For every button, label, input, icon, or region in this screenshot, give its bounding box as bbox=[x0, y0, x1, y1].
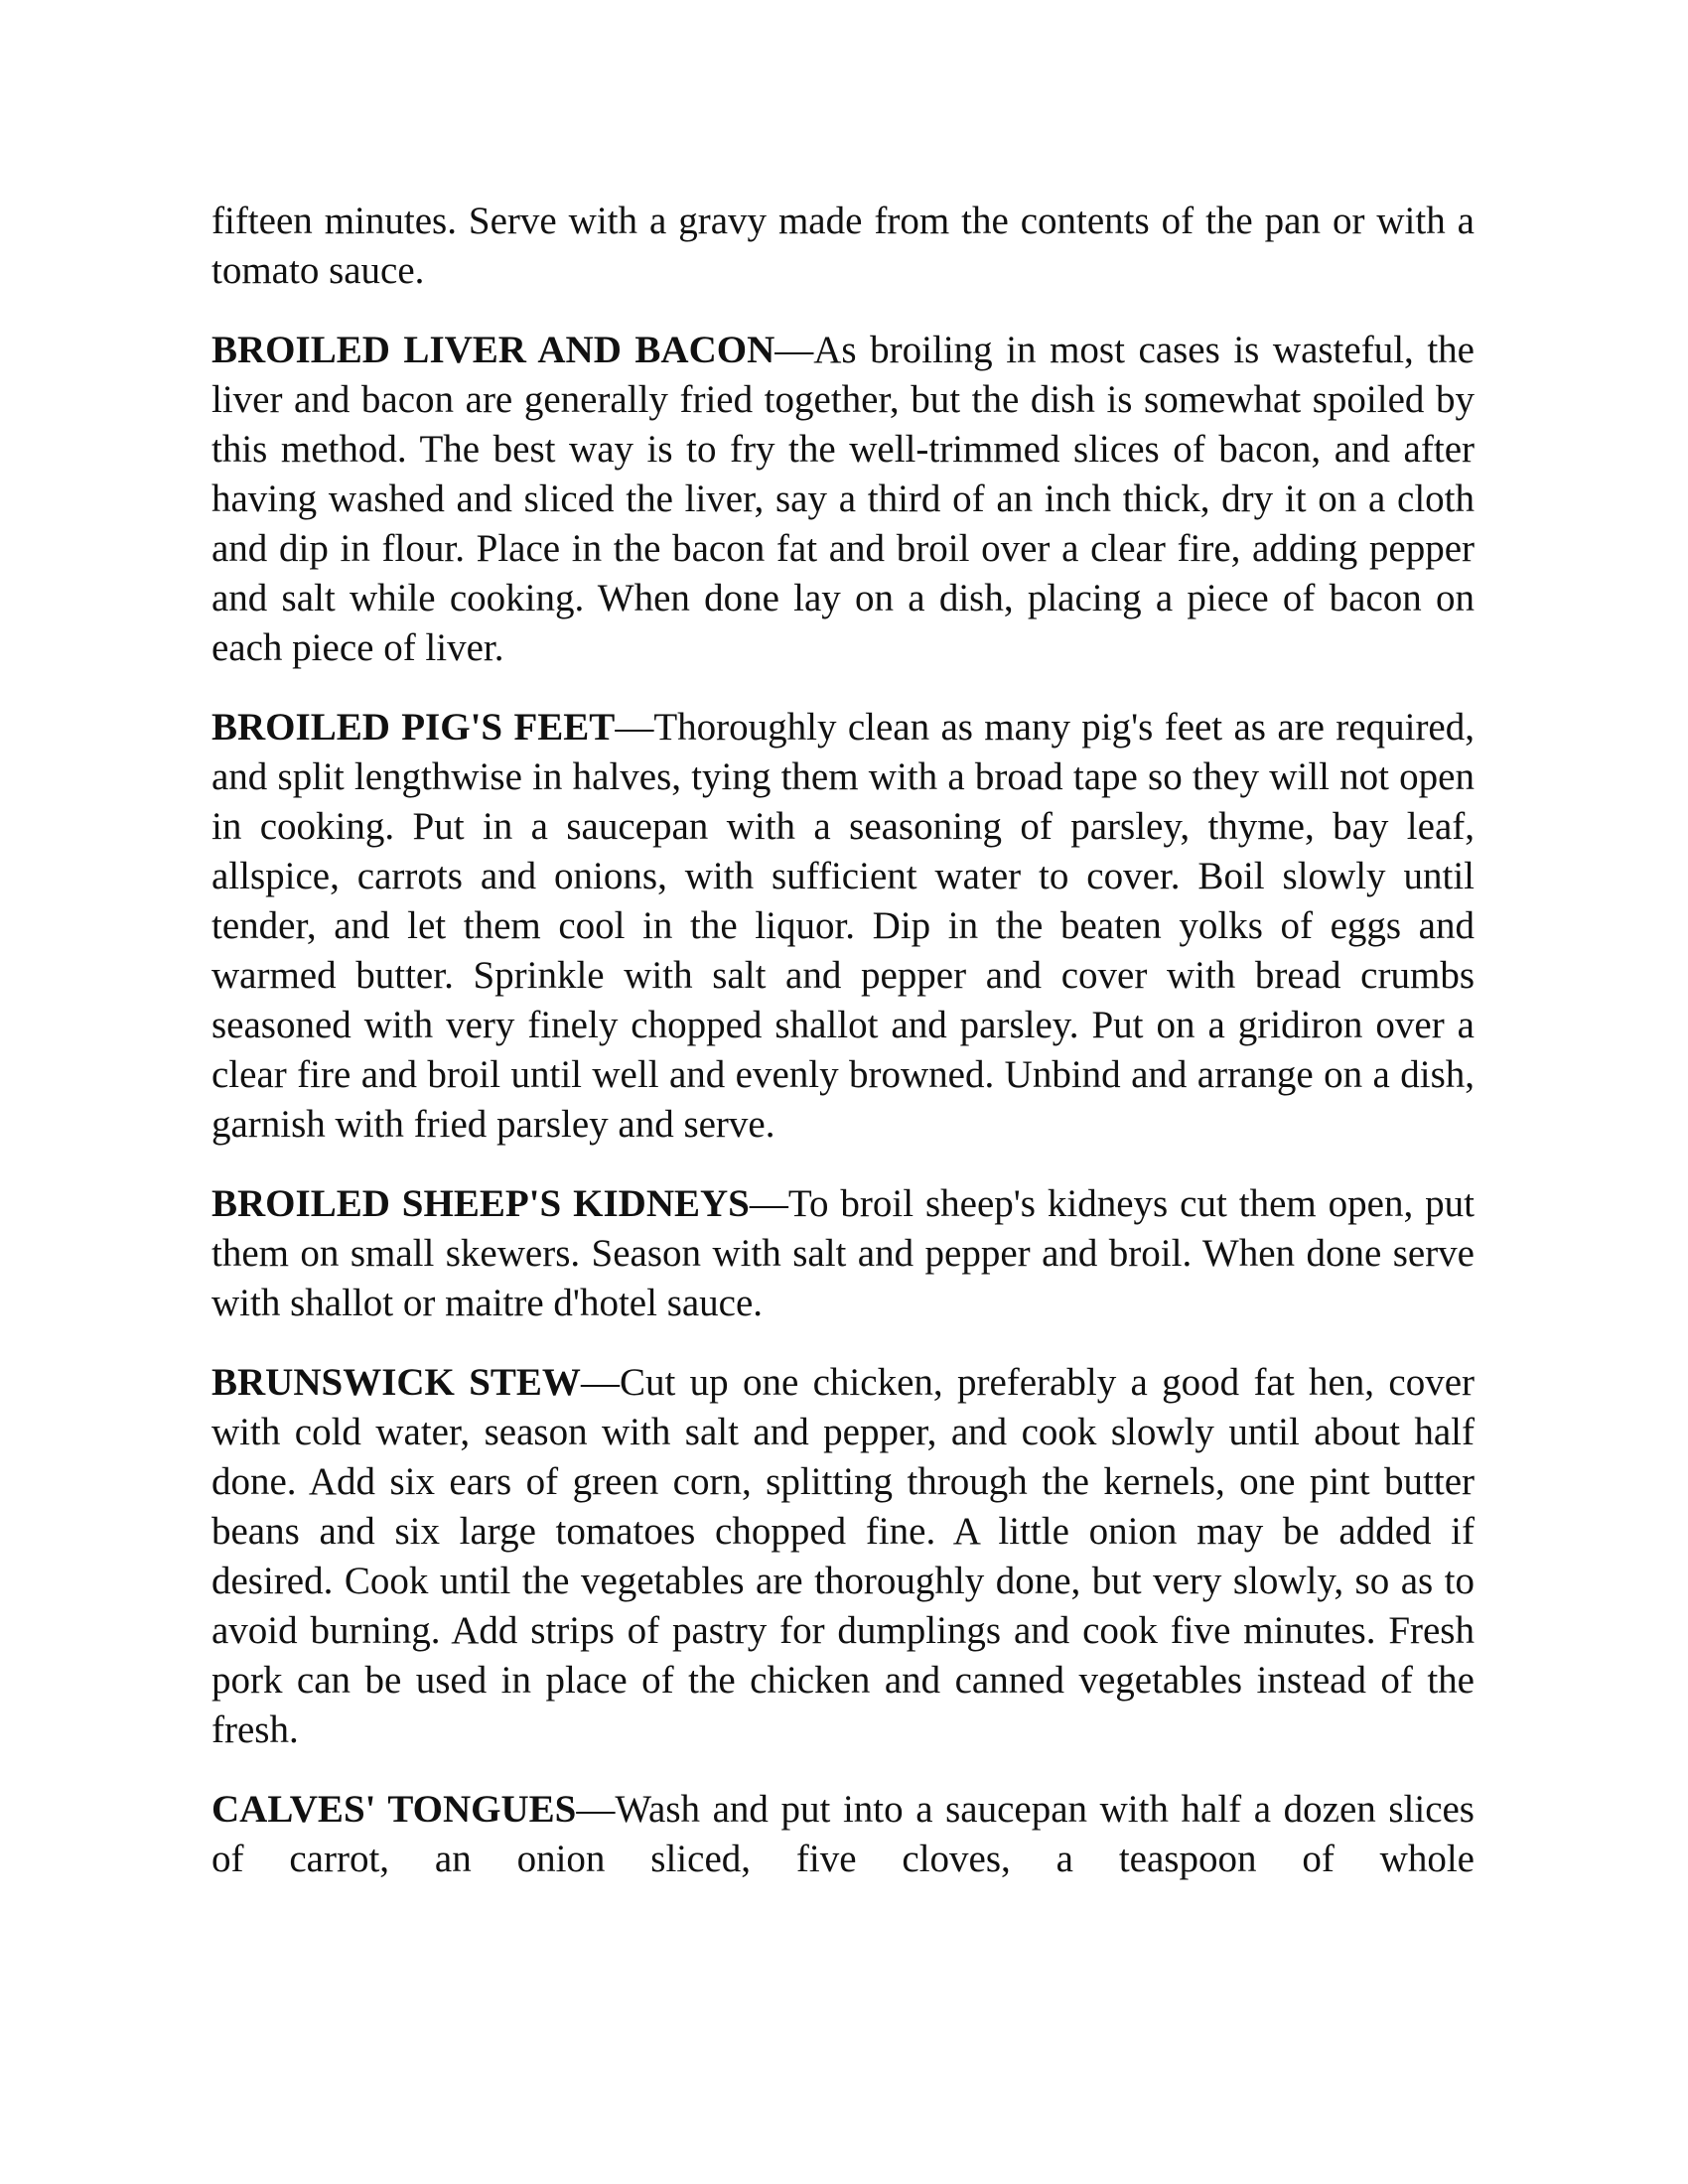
recipe-heading: BROILED LIVER AND BACON bbox=[211, 329, 775, 371]
recipe-heading: BRUNSWICK STEW bbox=[211, 1361, 581, 1404]
recipe-text: —Cut up one chicken, preferably a good fat hen, cover with cold water, season with salt and pepper, and cook slowly until about half done. Add six ears of green corn, splitting through the kernels, one pint butter beans and six large tomatoes chopped fine. A little onion may be added if desired. Cook until the vegetables are thoroughly done, but very slowly, so as to avoid burning. Add strips of pastry for dumplings and cook five minutes. Fresh pork can be used in place of the chicken and canned vegetables instead of the fresh. bbox=[211, 1361, 1476, 1751]
recipe-heading: CALVES' TONGUES bbox=[211, 1788, 577, 1831]
recipe-brunswick-stew bbox=[211, 1358, 1475, 1755]
paragraph-text: fifteen minutes. Serve with a gravy made from the contents of the pan or with a tomato sauce. bbox=[211, 200, 1475, 292]
paragraph-continuation bbox=[211, 197, 1475, 296]
recipe-text: —To broil sheep's kidneys cut them open, put them on small skewers. Season with salt and pepper and broil. When done serve with shallot or maitre d'hotel sauce. bbox=[211, 1182, 1475, 1324]
recipe-broiled-sheeps-kidneys bbox=[211, 1179, 1475, 1328]
recipe-heading: BROILED PIG'S FEET bbox=[211, 706, 616, 749]
recipe-heading: BROILED SHEEP'S KIDNEYS bbox=[211, 1182, 750, 1225]
recipe-text: —As broiling in most cases is wasteful, the liver and bacon are generally fried together, but the dish is somewhat spoiled by this method. The best way is to fry the well-trimmed slices of bacon, and after having washed and sliced the liver, say a third of an inch thick, dry it on a cloth and dip in flour. Place in the bacon fat and broil over a clear fire, adding pepper and salt while cooking. When done lay on a dish, placing a piece of bacon on each piece of liver. bbox=[211, 329, 1475, 669]
recipe-text: —Wash and put into a saucepan with half a dozen slices of carrot, an onion sliced, five cloves, a teaspoon of whole bbox=[211, 1788, 1475, 1880]
recipe-calves-tongues bbox=[211, 1785, 1475, 1884]
recipe-broiled-pigs-feet bbox=[211, 703, 1475, 1150]
recipe-broiled-liver-and-bacon bbox=[211, 326, 1475, 673]
recipe-text: —Thoroughly clean as many pig's feet as are required, and split lengthwise in halves, tying them with a broad tape so they will not open in cooking. Put in a saucepan with a seasoning of parsley, thyme, bay leaf, allspice, carrots and onions, with sufficient water to cover. Boil slowly until tender, and let them cool in the liquor. Dip in the beaten yolks of eggs and warmed butter. Sprinkle with salt and pepper and cover with bread crumbs seasoned with very finely chopped shallot and parsley. Put on a gridiron over a clear fire and broil until well and evenly browned. Unbind and arrange on a dish, garnish with fried parsley and serve. bbox=[211, 706, 1475, 1146]
document-page bbox=[211, 197, 1475, 1884]
